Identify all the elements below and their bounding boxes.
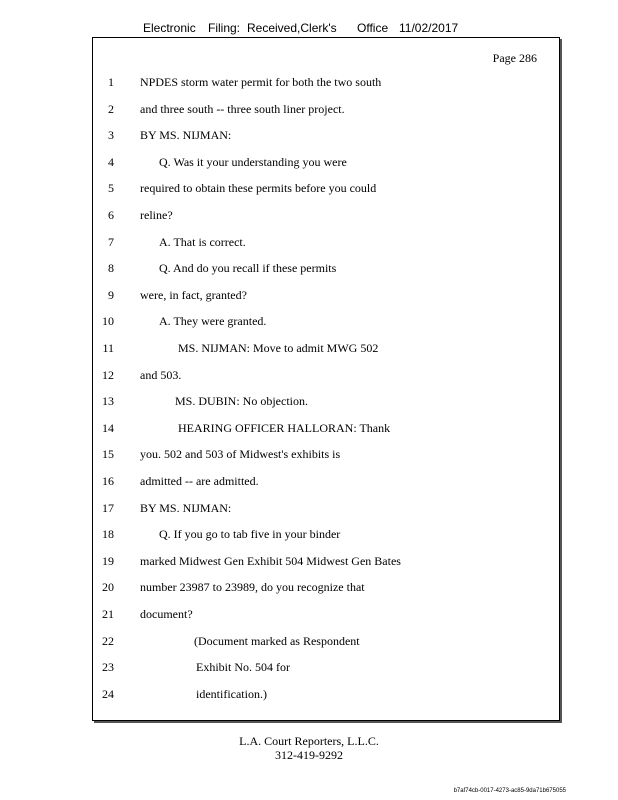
- transcript-line: [93, 687, 559, 705]
- line-number: 11: [102, 341, 114, 355]
- line-number: 10: [102, 314, 114, 329]
- transcript-line: [93, 447, 559, 465]
- line-number: 9: [108, 287, 114, 302]
- line-text: identification.): [196, 686, 267, 701]
- line-number: 12: [102, 367, 114, 382]
- transcript-line: [93, 288, 559, 306]
- transcript-line: [93, 368, 559, 386]
- line-number: 18: [102, 527, 114, 542]
- line-number: 1: [108, 75, 114, 89]
- line-number: 2: [108, 101, 114, 116]
- line-text: A. That is correct.: [159, 234, 246, 249]
- line-text: reline?: [140, 208, 173, 222]
- line-text: and three south -- three south liner project.: [140, 101, 345, 116]
- line-number: 16: [102, 474, 114, 488]
- transcript-line: [93, 421, 559, 439]
- line-text: MS. DUBIN: No objection.: [175, 394, 308, 409]
- transcript-line: [93, 580, 559, 598]
- transcript-line: [93, 208, 559, 226]
- transcript-line: [93, 554, 559, 572]
- line-text: NPDES storm water permit for both the two south: [140, 75, 382, 89]
- line-text: HEARING OFFICER HALLORAN: Thank: [178, 420, 391, 435]
- line-number: 23: [102, 660, 114, 675]
- line-text: Q. If you go to tab five in your binder: [159, 527, 341, 542]
- transcript-line: [93, 235, 559, 253]
- document-hash: b7af74cb-0017-4273-ac85-9da71b675055: [453, 788, 566, 794]
- line-text: Q. And do you recall if these permits: [159, 261, 337, 276]
- page-number: Page 286: [492, 51, 537, 65]
- line-number: 19: [102, 553, 114, 568]
- line-text: and 503.: [140, 367, 182, 382]
- transcript-line: [93, 102, 559, 120]
- header-received-clerks: Received,Clerk's: [247, 21, 337, 35]
- transcript-line: [93, 155, 559, 173]
- transcript-line: [93, 474, 559, 492]
- footer-company: L.A. Court Reporters, L.L.C.: [239, 734, 379, 748]
- line-text: number 23987 to 23989, do you recognize that: [140, 580, 365, 595]
- transcript-line: [93, 394, 559, 412]
- line-text: you. 502 and 503 of Midwest's exhibits is: [140, 447, 341, 462]
- line-text: MS. NIJMAN: Move to admit MWG 502: [178, 341, 379, 355]
- line-text: document?: [140, 607, 193, 621]
- line-number: 7: [108, 234, 114, 249]
- line-text: Exhibit No. 504 for: [196, 660, 290, 675]
- line-text: BY MS. NIJMAN:: [140, 128, 232, 143]
- header-electronic: Electronic: [143, 21, 196, 35]
- header-office: Office: [357, 21, 389, 35]
- line-text: A. They were granted.: [159, 314, 267, 329]
- header-date: 11/02/2017: [399, 21, 459, 35]
- line-text: BY MS. NIJMAN:: [140, 500, 232, 515]
- line-number: 6: [108, 208, 114, 222]
- footer-phone: 312-419-9292: [275, 748, 343, 762]
- line-number: 21: [102, 607, 114, 621]
- transcript-line: [93, 314, 559, 332]
- line-number: 8: [108, 261, 114, 276]
- transcript-line: [93, 607, 559, 625]
- line-text: admitted -- are admitted.: [140, 474, 259, 488]
- transcript-line: [93, 181, 559, 199]
- line-number: 22: [102, 633, 114, 648]
- line-number: 15: [102, 447, 114, 462]
- transcript-line: [93, 501, 559, 519]
- line-text: Q. Was it your understanding you were: [159, 154, 347, 169]
- filing-stamp-header: [0, 21, 618, 37]
- transcript-line: [93, 128, 559, 146]
- line-number: 24: [102, 686, 114, 701]
- transcript-line: [93, 527, 559, 545]
- line-text: marked Midwest Gen Exhibit 504 Midwest Gen Bates: [140, 553, 401, 568]
- line-number: 5: [108, 181, 114, 196]
- transcript-line: [93, 75, 559, 93]
- line-number: 20: [102, 580, 114, 595]
- line-number: 17: [102, 500, 114, 515]
- transcript-line: [93, 261, 559, 279]
- transcript-page: [92, 37, 560, 721]
- transcript-line: [93, 341, 559, 359]
- line-text: (Document marked as Respondent: [194, 633, 360, 648]
- line-text: required to obtain these permits before you could: [140, 181, 377, 196]
- line-number: 13: [102, 394, 114, 409]
- transcript-line: [93, 634, 559, 652]
- line-number: 4: [108, 154, 114, 169]
- line-number: 3: [108, 128, 114, 143]
- line-text: were, in fact, granted?: [140, 287, 247, 302]
- transcript-line: [93, 660, 559, 678]
- line-number: 14: [102, 420, 114, 435]
- header-filing: Filing:: [208, 21, 241, 35]
